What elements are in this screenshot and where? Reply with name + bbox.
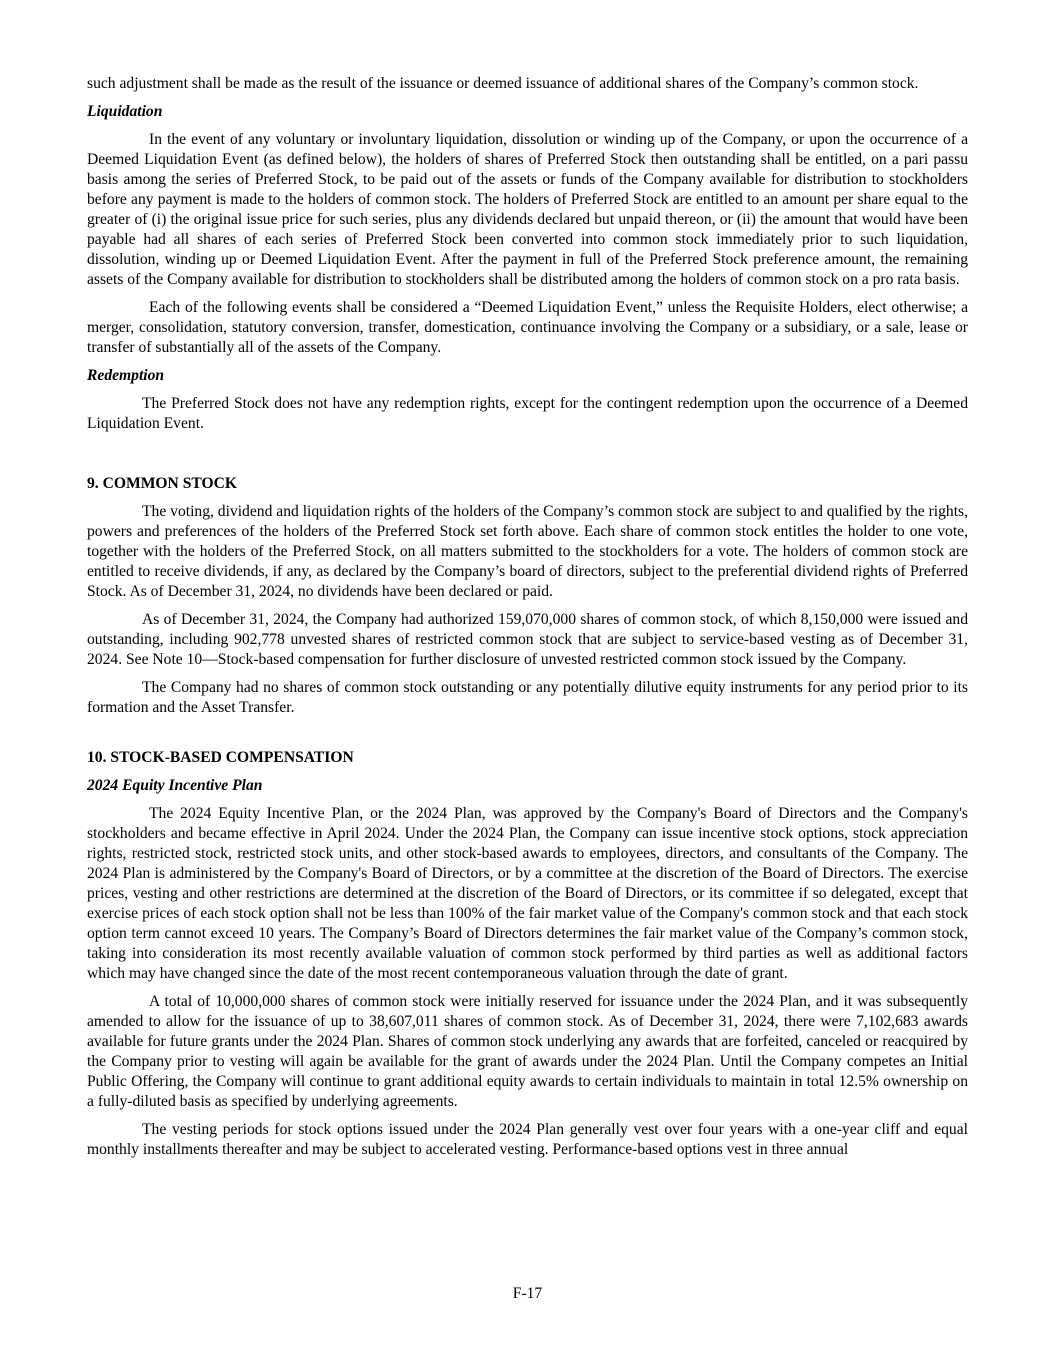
paragraph-liquidation-1: In the event of any voluntary or involuntary liquidation, dissolution or winding up of the Company, or upon the occurrence of a Deemed Liquidation Event (as defined below), the holders of shares of Preferred Stock then outstanding shall be entitled, on a pari passu basis among the series of Preferred Stock, to be paid out of the assets or funds of the Company available for distribution to stockholders before any payment is made to the holders of common stock. The holders of Preferred Stock are entitled to an amount per share equal to the greater of (i) the original issue price for such series, plus any dividends declared but unpaid thereon, or (ii) the amount that would have been payable had all shares of each series of Preferred Stock been converted into common stock immediately prior to such liquidation, dissolution, winding up or Deemed Liquidation Event. After the payment in full of the Preferred Stock preference amount, the remaining assets of the Company available for distribution to stockholders shall be distributed among the holders of common stock on a pro rata basis. <box>87 131 968 288</box>
paragraph-liquidation-2: Each of the following events shall be considered a “Deemed Liquidation Event,” unless the Requisite Holders, elect otherwise; a merger, consolidation, statutory conversion, transfer, domestication, continuance involving the Company or a subsidiary, or a sale, lease or transfer of substantially all of the assets of the Company. <box>87 299 968 356</box>
spacer <box>87 726 968 748</box>
paragraph-plan-1: The 2024 Equity Incentive Plan, or the 2024 Plan, was approved by the Company's Board of Directors and the Company's stockholders and became effective in April 2024. Under the 2024 Plan, the Company can issue incentive stock options, stock appreciation rights, restricted stock, restricted stock units, and other stock-based awards to employees, directors, and consultants of the Company. The 2024 Plan is administered by the Company's Board of Directors, or by a committee at the discretion of the Board of Directors. The exercise prices, vesting and other restrictions are determined at the discretion of the Board of Directors, or its committee if so delegated, except that exercise prices of each stock option shall not be less than 100% of the fair market value of the Company's common stock and that each stock option term cannot exceed 10 years. The Company’s Board of Directors determines the fair market value of the Company’s common stock, taking into consideration its most recently available valuation of common stock performed by third parties as well as additional factors which may have changed since the date of the most recent contemporaneous valuation through the date of grant. <box>87 805 968 982</box>
subheading-liquidation: Liquidation <box>87 103 163 120</box>
subheading-equity-incentive-plan: 2024 Equity Incentive Plan <box>87 777 263 794</box>
paragraph-plan-3: The vesting periods for stock options issued under the 2024 Plan generally vest over four years with a one-year cliff and equal monthly installments thereafter and may be subject to accelerated vesting. Performance-based options vest in three annual <box>87 1121 968 1158</box>
section-heading-common-stock: 9. COMMON STOCK <box>87 475 238 492</box>
paragraph-common-stock-3: The Company had no shares of common stock outstanding or any potentially dilutive equity instruments for any period prior to its formation and the Asset Transfer. <box>87 679 968 716</box>
paragraph-common-stock-1: The voting, dividend and liquidation rights of the holders of the Company’s common stock are subject to and qualified by the rights, powers and preferences of the holders of the Preferred Stock set forth above. Each share of common stock entitles the holder to one vote, together with the holders of the Preferred Stock, on all matters submitted to the stockholders for a vote. The holders of common stock are entitled to receive dividends, if any, as declared by the Company’s board of directors, subject to the preferential dividend rights of Preferred Stock. As of December 31, 2024, no dividends have been declared or paid. <box>87 503 968 600</box>
section-heading-stock-based-compensation: 10. STOCK-BASED COMPENSATION <box>87 749 354 766</box>
document-body <box>87 74 968 1168</box>
paragraph-continuation: such adjustment shall be made as the result of the issuance or deemed issuance of additional shares of the Company’s common stock. <box>87 75 919 92</box>
subheading-redemption: Redemption <box>87 367 165 384</box>
page-number: F-17 <box>512 1285 543 1302</box>
spacer <box>87 442 968 474</box>
paragraph-plan-2: A total of 10,000,000 shares of common stock were initially reserved for issuance under the 2024 Plan, and it was subsequently amended to allow for the issuance of up to 38,607,011 shares of common stock. As of December 31, 2024, there were 7,102,683 awards available for future grants under the 2024 Plan. Shares of common stock underlying any awards that are forfeited, canceled or reacquired by the Company prior to vesting will again be available for the grant of awards under the 2024 Plan. Until the Company competes an Initial Public Offering, the Company will continue to grant additional equity awards to certain individuals to maintain in total 12.5% ownership on a fully-diluted basis as specified by underlying agreements. <box>87 993 968 1110</box>
paragraph-redemption: The Preferred Stock does not have any redemption rights, except for the contingent redemption upon the occurrence of a Deemed Liquidation Event. <box>87 395 968 432</box>
paragraph-common-stock-2: As of December 31, 2024, the Company had authorized 159,070,000 shares of common stock, of which 8,150,000 were issued and outstanding, including 902,778 unvested shares of restricted common stock that are subject to service-based vesting as of December 31, 2024. See Note 10—Stock-based compensation for further disclosure of unvested restricted common stock issued by the Company. <box>87 611 968 668</box>
